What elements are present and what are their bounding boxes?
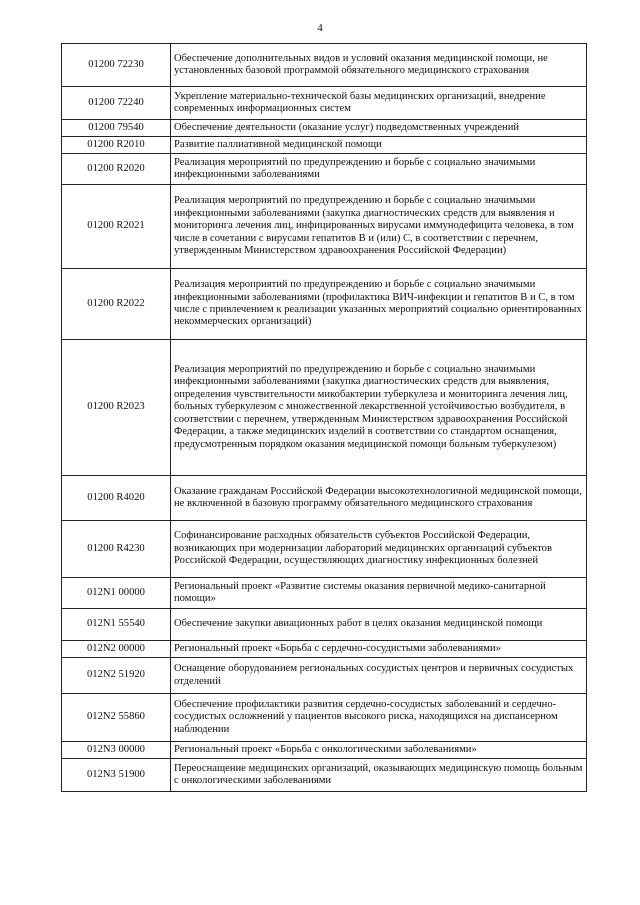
row-code: 01200 79540	[62, 120, 171, 137]
row-description: Обеспечение дополнительных видов и условий оказания медицинской помощи, не установленных базовой программой обязательного медицинского страхования	[171, 44, 587, 87]
row-description: Обеспечение профилактики развития сердечно-сосудистых заболеваний и сердечно-сосудистых осложнений у пациентов высокого риска, находящихся на диспансерном наблюдении	[171, 694, 587, 742]
row-code: 012N1 55540	[62, 609, 171, 641]
row-description: Реализация мероприятий по предупреждению и борьбе с социально значимыми инфекционными заболеваниями	[171, 154, 587, 185]
row-code: 012N2 00000	[62, 641, 171, 658]
row-code: 01200 R2020	[62, 154, 171, 185]
budget-codes-table	[61, 43, 587, 792]
row-code: 012N1 00000	[62, 578, 171, 609]
row-code: 012N3 51900	[62, 759, 171, 792]
row-description: Оказание гражданам Российской Федерации высокотехнологичной медицинской помощи, не включенной в базовую программу обязательного медицинского страхования	[171, 476, 587, 521]
table-row	[62, 578, 587, 609]
row-code: 01200 R4230	[62, 521, 171, 578]
row-description: Реализация мероприятий по предупреждению и борьбе с социально значимыми инфекционными заболеваниями (профилактика ВИЧ-инфекции и гепатитов В и С, в том числе с привлечением к реализации указанных мероприятий социально ориентированных некоммерческих организаций)	[171, 269, 587, 340]
row-description: Софинансирование расходных обязательств субъектов Российской Федерации, возникающих при модернизации лабораторий медицинских организаций субъектов Российской Федерации, осуществляющих диагностику инфекционных болезней	[171, 521, 587, 578]
row-code: 01200 R2023	[62, 340, 171, 476]
row-code: 012N2 51920	[62, 658, 171, 694]
row-description: Региональный проект «Борьба с сердечно-сосудистыми заболеваниями»	[171, 641, 587, 658]
table-row	[62, 609, 587, 641]
table-row	[62, 87, 587, 120]
row-code: 01200 72240	[62, 87, 171, 120]
row-description: Реализация мероприятий по предупреждению и борьбе с социально значимыми инфекционными заболеваниями (закупка диагностических средств для выявления, определения чувствительности микобактерии туберкулеза и мониторинга лечения лиц, больных туберкулезом с множественной лекарственной устойчивостью возбудителя, в соответствии с перечнем, утвержденным Министерством здравоохранения Российской Федерации, а также медицинских изделий в соответствии со стандартом оснащения, предусмотренным порядком оказания медицинской помощи больным туберкулезом)	[171, 340, 587, 476]
table-row	[62, 521, 587, 578]
table-row	[62, 137, 587, 154]
page-number: 4	[317, 22, 323, 34]
row-description: Обеспечение деятельности (оказание услуг) подведомственных учреждений	[171, 120, 587, 137]
table-row	[62, 759, 587, 792]
row-description: Региональный проект «Борьба с онкологическими заболеваниями»	[171, 742, 587, 759]
row-code: 012N3 00000	[62, 742, 171, 759]
row-description: Реализация мероприятий по предупреждению и борьбе с социально значимыми инфекционными заболеваниями (закупка диагностических средств для выявления и мониторинга лечения лиц, инфицированных вирусами иммунодефицита человека, в том числе в сочетании с вирусами гепатитов В и (или) С, в соответствии с перечнем, утвержденным Министерством здравоохранения Российской Федерации)	[171, 185, 587, 269]
row-description: Оснащение оборудованием региональных сосудистых центров и первичных сосудистых отделений	[171, 658, 587, 694]
row-description: Переоснащение медицинских организаций, оказывающих медицинскую помощь больным с онкологическими заболеваниями	[171, 759, 587, 792]
row-description: Региональный проект «Развитие системы оказания первичной медико-санитарной помощи»	[171, 578, 587, 609]
row-code: 01200 R2021	[62, 185, 171, 269]
table-row	[62, 154, 587, 185]
row-code: 01200 R2022	[62, 269, 171, 340]
table-row	[62, 742, 587, 759]
row-code: 01200 R4020	[62, 476, 171, 521]
row-description: Развитие паллиативной медицинской помощи	[171, 137, 587, 154]
table-row	[62, 476, 587, 521]
table-row	[62, 269, 587, 340]
table-row	[62, 658, 587, 694]
row-code: 01200 72230	[62, 44, 171, 87]
row-code: 01200 R2010	[62, 137, 171, 154]
table-row	[62, 340, 587, 476]
table-row	[62, 185, 587, 269]
table-row	[62, 694, 587, 742]
row-code: 012N2 55860	[62, 694, 171, 742]
table-row	[62, 44, 587, 87]
row-description: Обеспечение закупки авиационных работ в целях оказания медицинской помощи	[171, 609, 587, 641]
table-row	[62, 641, 587, 658]
row-description: Укрепление материально-технической базы медицинских организаций, внедрение современных информационных систем	[171, 87, 587, 120]
table-row	[62, 120, 587, 137]
